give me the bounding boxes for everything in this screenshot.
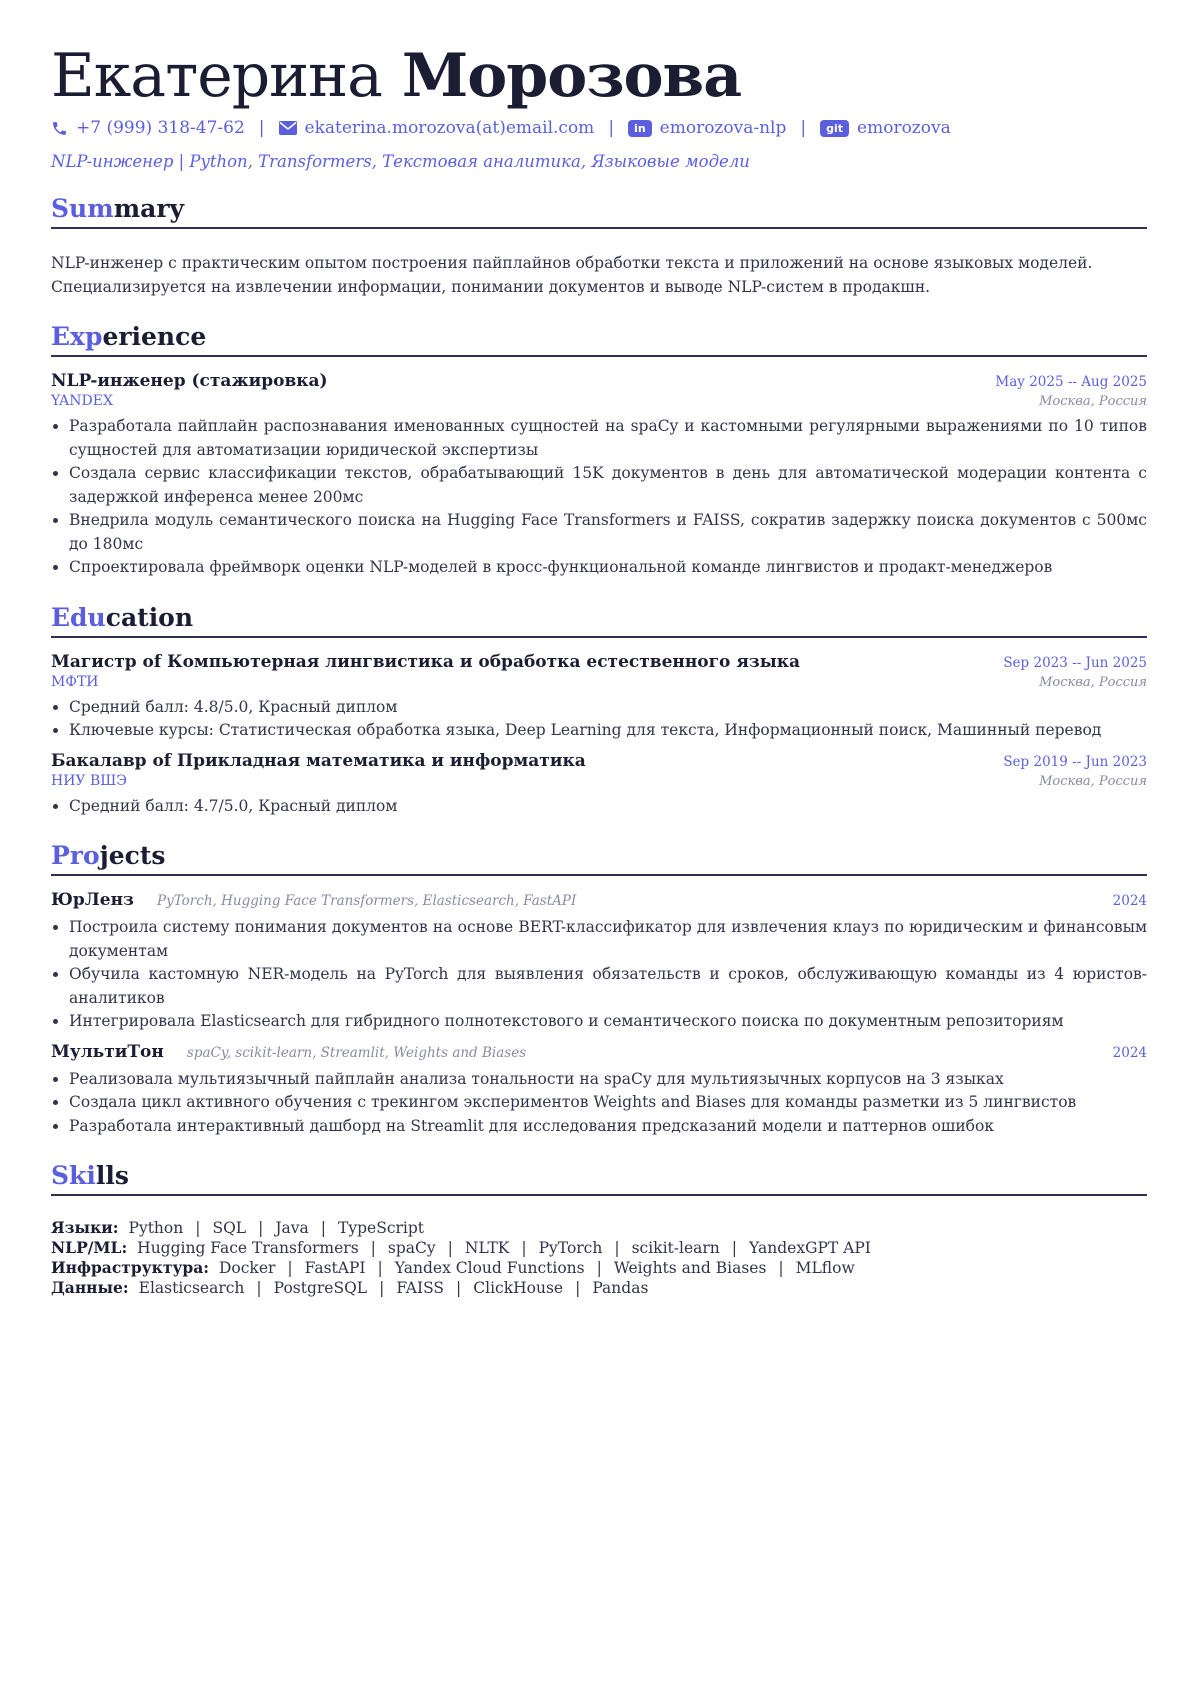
skills-category: Данные:: [51, 1278, 129, 1297]
education-bullets: [51, 696, 1147, 743]
linkedin-icon: in: [628, 120, 652, 137]
skill-item: spaCy: [387, 1239, 436, 1257]
skill-item: ClickHouse: [473, 1279, 564, 1297]
project-entry: [51, 1042, 1147, 1139]
contact-separator: |: [800, 118, 807, 138]
project-year: 2024: [1112, 1044, 1147, 1061]
skill-item: FastAPI: [304, 1259, 366, 1277]
company-name: YANDEX: [51, 393, 113, 409]
list-item: • Построила систему понимания документов на основе BERT-классификатор для извлечения клауз по юридическим и финансовым документам: [69, 916, 1147, 963]
section-title-rest: cation: [105, 602, 194, 632]
education-entry: [51, 751, 1147, 819]
skills-separator: |: [256, 1279, 262, 1297]
section-title-education: [51, 602, 1147, 638]
git-icon: git: [820, 120, 849, 137]
list-item: • Создала сервис классификации текстов, обрабатывающий 15K документов в день для автоматической модерации контента с задержкой инференса менее 200мс: [69, 462, 1147, 509]
skill-item: Hugging Face Transformers: [137, 1239, 359, 1257]
list-item: • Разработала пайплайн распознавания именованных сущностей на spaCy и кастомными регулярными выражениями по 10 типов сущностей для автоматизации юридической экспертизы: [69, 415, 1147, 462]
contact-separator: |: [258, 118, 265, 138]
skill-item: Docker: [218, 1259, 276, 1277]
education-entry: [51, 652, 1147, 743]
university-location: Москва, Россия: [1039, 674, 1147, 690]
job-location: Москва, Россия: [1039, 394, 1147, 409]
skill-item: Python: [128, 1219, 184, 1237]
email-contact[interactable]: [279, 118, 595, 138]
resume-page: [51, 40, 1147, 1298]
skill-item: TypeScript: [338, 1219, 425, 1237]
degree-title: Бакалавр of Прикладная математика и информатика: [51, 750, 586, 771]
job-dates: May 2025 -- Aug 2025: [995, 374, 1147, 390]
summary-text: NLP-инженер с практическим опытом построения пайплайнов обработки текста и приложений на основе языковых моделей. Специализируется на извлечении информации, понимании документов и выводе NLP-систем в продакшн.: [51, 254, 1093, 296]
list-item: • Средний балл: 4.8/5.0, Красный диплом: [69, 696, 1147, 720]
skills-row: [51, 1278, 1147, 1298]
university-name: НИУ ВШЭ: [51, 772, 127, 789]
skills-separator: |: [258, 1219, 264, 1237]
skills-separator: |: [320, 1219, 327, 1237]
skill-item: Pandas: [592, 1279, 649, 1297]
phone-number: +7 (999) 318-47-62: [76, 118, 245, 138]
list-item: • Обучила кастомную NER-модель на PyTorch для выявления обязательств и сроков, обслуживающую команды из 4 юристов-аналитиков: [69, 963, 1147, 1010]
project-bullets: [51, 916, 1147, 1034]
list-item: • Средний балл: 4.7/5.0, Красный диплом: [69, 795, 1147, 819]
skills-separator: |: [195, 1219, 201, 1237]
skill-item: scikit-learn: [631, 1239, 720, 1257]
skills-separator: |: [731, 1239, 737, 1257]
experience-bullets: [51, 415, 1147, 580]
section-title-accent: Pro: [51, 841, 100, 870]
skills-separator: |: [287, 1259, 293, 1277]
skill-item: FAISS: [396, 1279, 445, 1297]
project-tech: PyTorch, Hugging Face Transformers, Elasticsearch, FastAPI: [157, 893, 577, 909]
linkedin-handle: emorozova-nlp: [659, 118, 787, 138]
project-year: 2024: [1112, 893, 1147, 909]
section-title-rest: mary: [113, 194, 185, 223]
phone-contact[interactable]: [51, 118, 245, 138]
last-name: Морозова: [401, 41, 742, 111]
job-role: NLP-инженер (стажировка): [51, 371, 328, 391]
skill-item: PostgreSQL: [273, 1279, 368, 1297]
section-title-rest: erience: [102, 322, 207, 351]
degree-dates: Sep 2019 -- Jun 2023: [1003, 753, 1147, 770]
skills-separator: |: [370, 1239, 376, 1257]
skills-separator: |: [377, 1259, 383, 1277]
skills-separator: |: [614, 1239, 620, 1257]
skills-category: NLP/ML:: [51, 1238, 128, 1257]
list-item: • Ключевые курсы: Статистическая обработка языка, Deep Learning для текста, Информационный поиск, Машинный перевод: [69, 719, 1147, 743]
list-item: • Спроектировала фреймворк оценки NLP-моделей в кросс-функциональной команде лингвистов и продакт-менеджеров: [69, 556, 1147, 580]
skills-separator: |: [521, 1239, 527, 1257]
skill-item: Weights and Biases: [613, 1259, 767, 1277]
skill-item: NLTK: [464, 1239, 510, 1257]
university-location: Москва, Россия: [1039, 773, 1147, 789]
skills-row: [51, 1218, 1147, 1238]
section-title-summary: [51, 193, 1147, 229]
skills-row: [51, 1258, 1147, 1278]
skill-item: Java: [275, 1219, 309, 1237]
skill-item: YandexGPT API: [749, 1239, 871, 1257]
skills-separator: |: [575, 1279, 581, 1297]
skills-category: Языки:: [51, 1218, 119, 1237]
skill-item: Yandex Cloud Functions: [394, 1259, 585, 1277]
section-title-accent: Sum: [51, 194, 114, 223]
list-item: • Разработала интерактивный дашборд на Streamlit для исследования предсказаний модели и паттернов ошибок: [69, 1115, 1147, 1139]
section-title-rest: jects: [99, 841, 166, 870]
section-title-skills: [51, 1160, 1147, 1196]
project-name: ЮрЛенз: [51, 890, 134, 910]
skill-item: SQL: [212, 1219, 247, 1237]
phone-icon: [51, 120, 68, 137]
section-title-accent: Ski: [51, 1161, 96, 1190]
list-item: • Реализовала мультиязычный пайплайн анализа тональности на spaCy для мультиязычных корпусов на 3 языках: [69, 1068, 1147, 1092]
section-title-projects: [51, 840, 1147, 876]
skills-separator: |: [379, 1279, 385, 1297]
first-name: Екатерина: [51, 41, 382, 111]
github-handle: emorozova: [857, 118, 951, 138]
tagline: NLP-инженер | Python, Transformers, Текстовая аналитика, Языковые модели: [51, 152, 750, 171]
envelope-icon: [279, 121, 297, 135]
contact-separator: |: [608, 118, 615, 138]
candidate-name: [51, 40, 1147, 112]
education-bullets: [51, 795, 1147, 819]
skill-item: Elasticsearch: [138, 1279, 245, 1297]
contact-line: [51, 116, 1147, 140]
project-tech: spaCy, scikit-learn, Streamlit, Weights and Biases: [186, 1044, 527, 1061]
skills-separator: |: [456, 1279, 462, 1297]
skills-row: [51, 1238, 1147, 1258]
university-name: МФТИ: [51, 673, 99, 690]
experience-entry: [51, 371, 1147, 580]
project-bullets: [51, 1068, 1147, 1139]
list-item: • Создала цикл активного обучения с трекингом экспериментов Weights and Biases для команды разметки из 5 лингвистов: [69, 1091, 1147, 1115]
email-address: ekaterina.morozova(at)email.com: [304, 118, 595, 138]
skill-item: PyTorch: [538, 1239, 603, 1257]
project-entry: [51, 890, 1147, 1034]
list-item: • Внедрила модуль семантического поиска на Hugging Face Transformers и FAISS, сократив задержку поиска документов с 500мс до 180мс: [69, 509, 1147, 556]
project-name: МультиТон: [51, 1041, 164, 1062]
skills-separator: |: [447, 1239, 453, 1257]
skills-separator: |: [596, 1259, 602, 1277]
section-title-accent: Edu: [51, 602, 106, 632]
degree-dates: Sep 2023 -- Jun 2025: [1003, 654, 1147, 671]
skills-category: Инфраструктура:: [51, 1258, 209, 1277]
linkedin-contact[interactable]: [628, 118, 786, 138]
degree-title: Магистр of Компьютерная лингвистика и обработка естественного языка: [51, 651, 801, 672]
skill-item: MLflow: [795, 1259, 855, 1277]
section-title-accent: Exp: [51, 322, 103, 351]
section-title-rest: lls: [95, 1161, 129, 1190]
skills-block: [51, 1218, 1147, 1298]
github-contact[interactable]: [820, 118, 951, 138]
list-item: • Интегрировала Elasticsearch для гибридного полнотекстового и семантического поиска по документным репозиториям: [69, 1010, 1147, 1034]
section-title-experience: [51, 321, 1147, 357]
skills-separator: |: [778, 1259, 784, 1277]
